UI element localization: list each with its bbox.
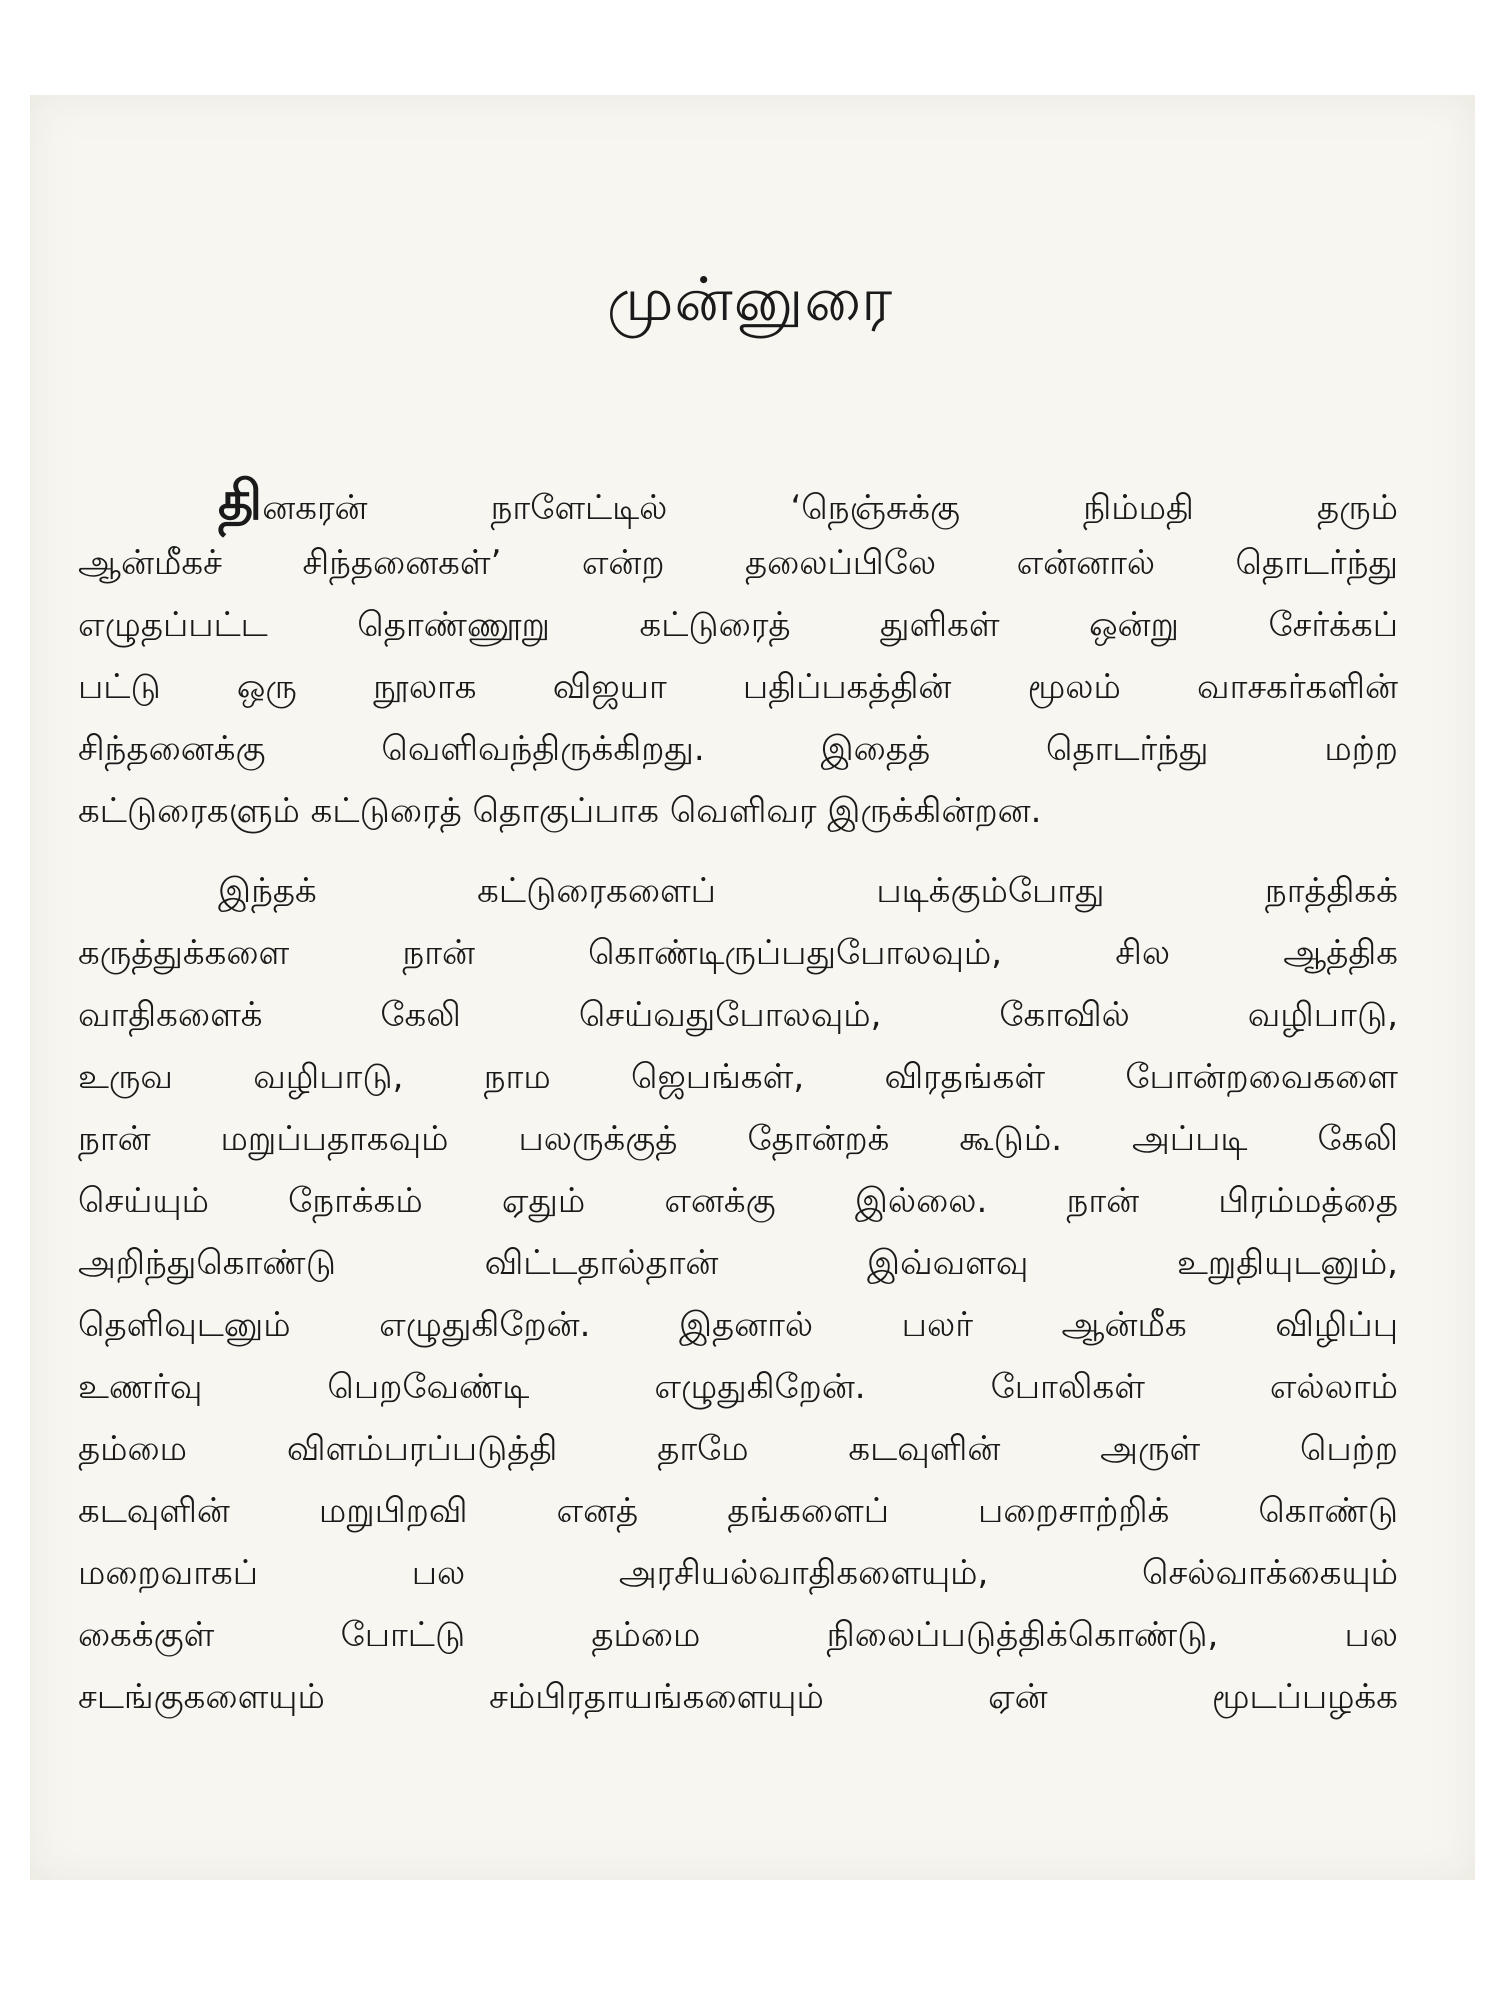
paragraph-2-line-5: நான் மறுப்பதாகவும் பலருக்குத் தோன்றக் கூடும். அப்படி கேலி bbox=[78, 1119, 1398, 1159]
paragraph-2-line-11: கடவுளின் மறுபிறவி எனத் தங்களைப் பறைசாற்றிக் கொண்டு bbox=[78, 1491, 1398, 1531]
preface-body bbox=[78, 470, 1398, 1728]
paragraph-2-line-9: உணர்வு பெறவேண்டி எழுதுகிறேன். போலிகள் எல்லாம் bbox=[78, 1367, 1398, 1407]
paragraph-1-line-1-text: னகரன் நாளேட்டில் ‘நெஞ்சுக்கு நிம்மதி தரும் bbox=[262, 488, 1398, 528]
paragraph-2-line-14: சடங்குகளையும் சம்பிரதாயங்களையும் ஏன் மூடப்பழக்க bbox=[78, 1677, 1398, 1717]
paragraph-gap bbox=[78, 842, 1398, 860]
paragraph-1-line-5: சிந்தனைக்கு வெளிவந்திருக்கிறது. இதைத் தொடர்ந்து மற்ற bbox=[78, 729, 1398, 769]
paragraph-1-line-4: பட்டு ஒரு நூலாக விஜயா பதிப்பகத்தின் மூலம் வாசகர்களின் bbox=[78, 667, 1398, 707]
paragraph-2-line-12: மறைவாகப் பல அரசியல்வாதிகளையும், செல்வாக்கையும் bbox=[78, 1553, 1398, 1593]
paragraph-2-line-13: கைக்குள் போட்டு தம்மை நிலைப்படுத்திக்கொண்டு, பல bbox=[78, 1615, 1398, 1655]
paragraph-2-line-1: இந்தக் கட்டுரைகளைப் படிக்கும்போது நாத்திகக் bbox=[218, 871, 1398, 911]
drop-cap: தி bbox=[218, 469, 263, 532]
paragraph-2-line-2: கருத்துக்களை நான் கொண்டிருப்பதுபோலவும், சில ஆத்திக bbox=[78, 933, 1398, 973]
page-title: முன்னுரை bbox=[606, 265, 894, 335]
paragraph-2-line-7: அறிந்துகொண்டு விட்டதால்தான் இவ்வளவு உறுதியுடனும், bbox=[78, 1243, 1398, 1283]
paragraph-1-line-6: கட்டுரைகளும் கட்டுரைத் தொகுப்பாக வெளிவர இருக்கின்றன. bbox=[78, 791, 1042, 831]
paragraph-2-line-10: தம்மை விளம்பரப்படுத்தி தாமே கடவுளின் அருள் பெற்ற bbox=[78, 1429, 1398, 1469]
paragraph-2-line-8: தெளிவுடனும் எழுதுகிறேன். இதனால் பலர் ஆன்மீக விழிப்பு bbox=[78, 1305, 1398, 1345]
paragraph-1-line-1 bbox=[78, 470, 1398, 532]
paragraph-1-line-3: எழுதப்பட்ட தொண்ணூறு கட்டுரைத் துளிகள் ஒன்று சேர்க்கப் bbox=[78, 605, 1398, 645]
paragraph-2-line-6: செய்யும் நோக்கம் ஏதும் எனக்கு இல்லை. நான் பிரம்மத்தை bbox=[78, 1181, 1398, 1221]
paragraph-2-line-3: வாதிகளைக் கேலி செய்வதுபோலவும், கோவில் வழிபாடு, bbox=[78, 995, 1398, 1035]
paragraph-2-line-4: உருவ வழிபாடு, நாம ஜெபங்கள், விரதங்கள் போன்றவைகளை bbox=[78, 1057, 1398, 1097]
paragraph-1-line-2: ஆன்மீகச் சிந்தனைகள்’ என்ற தலைப்பிலே என்னால் தொடர்ந்து bbox=[78, 543, 1398, 583]
